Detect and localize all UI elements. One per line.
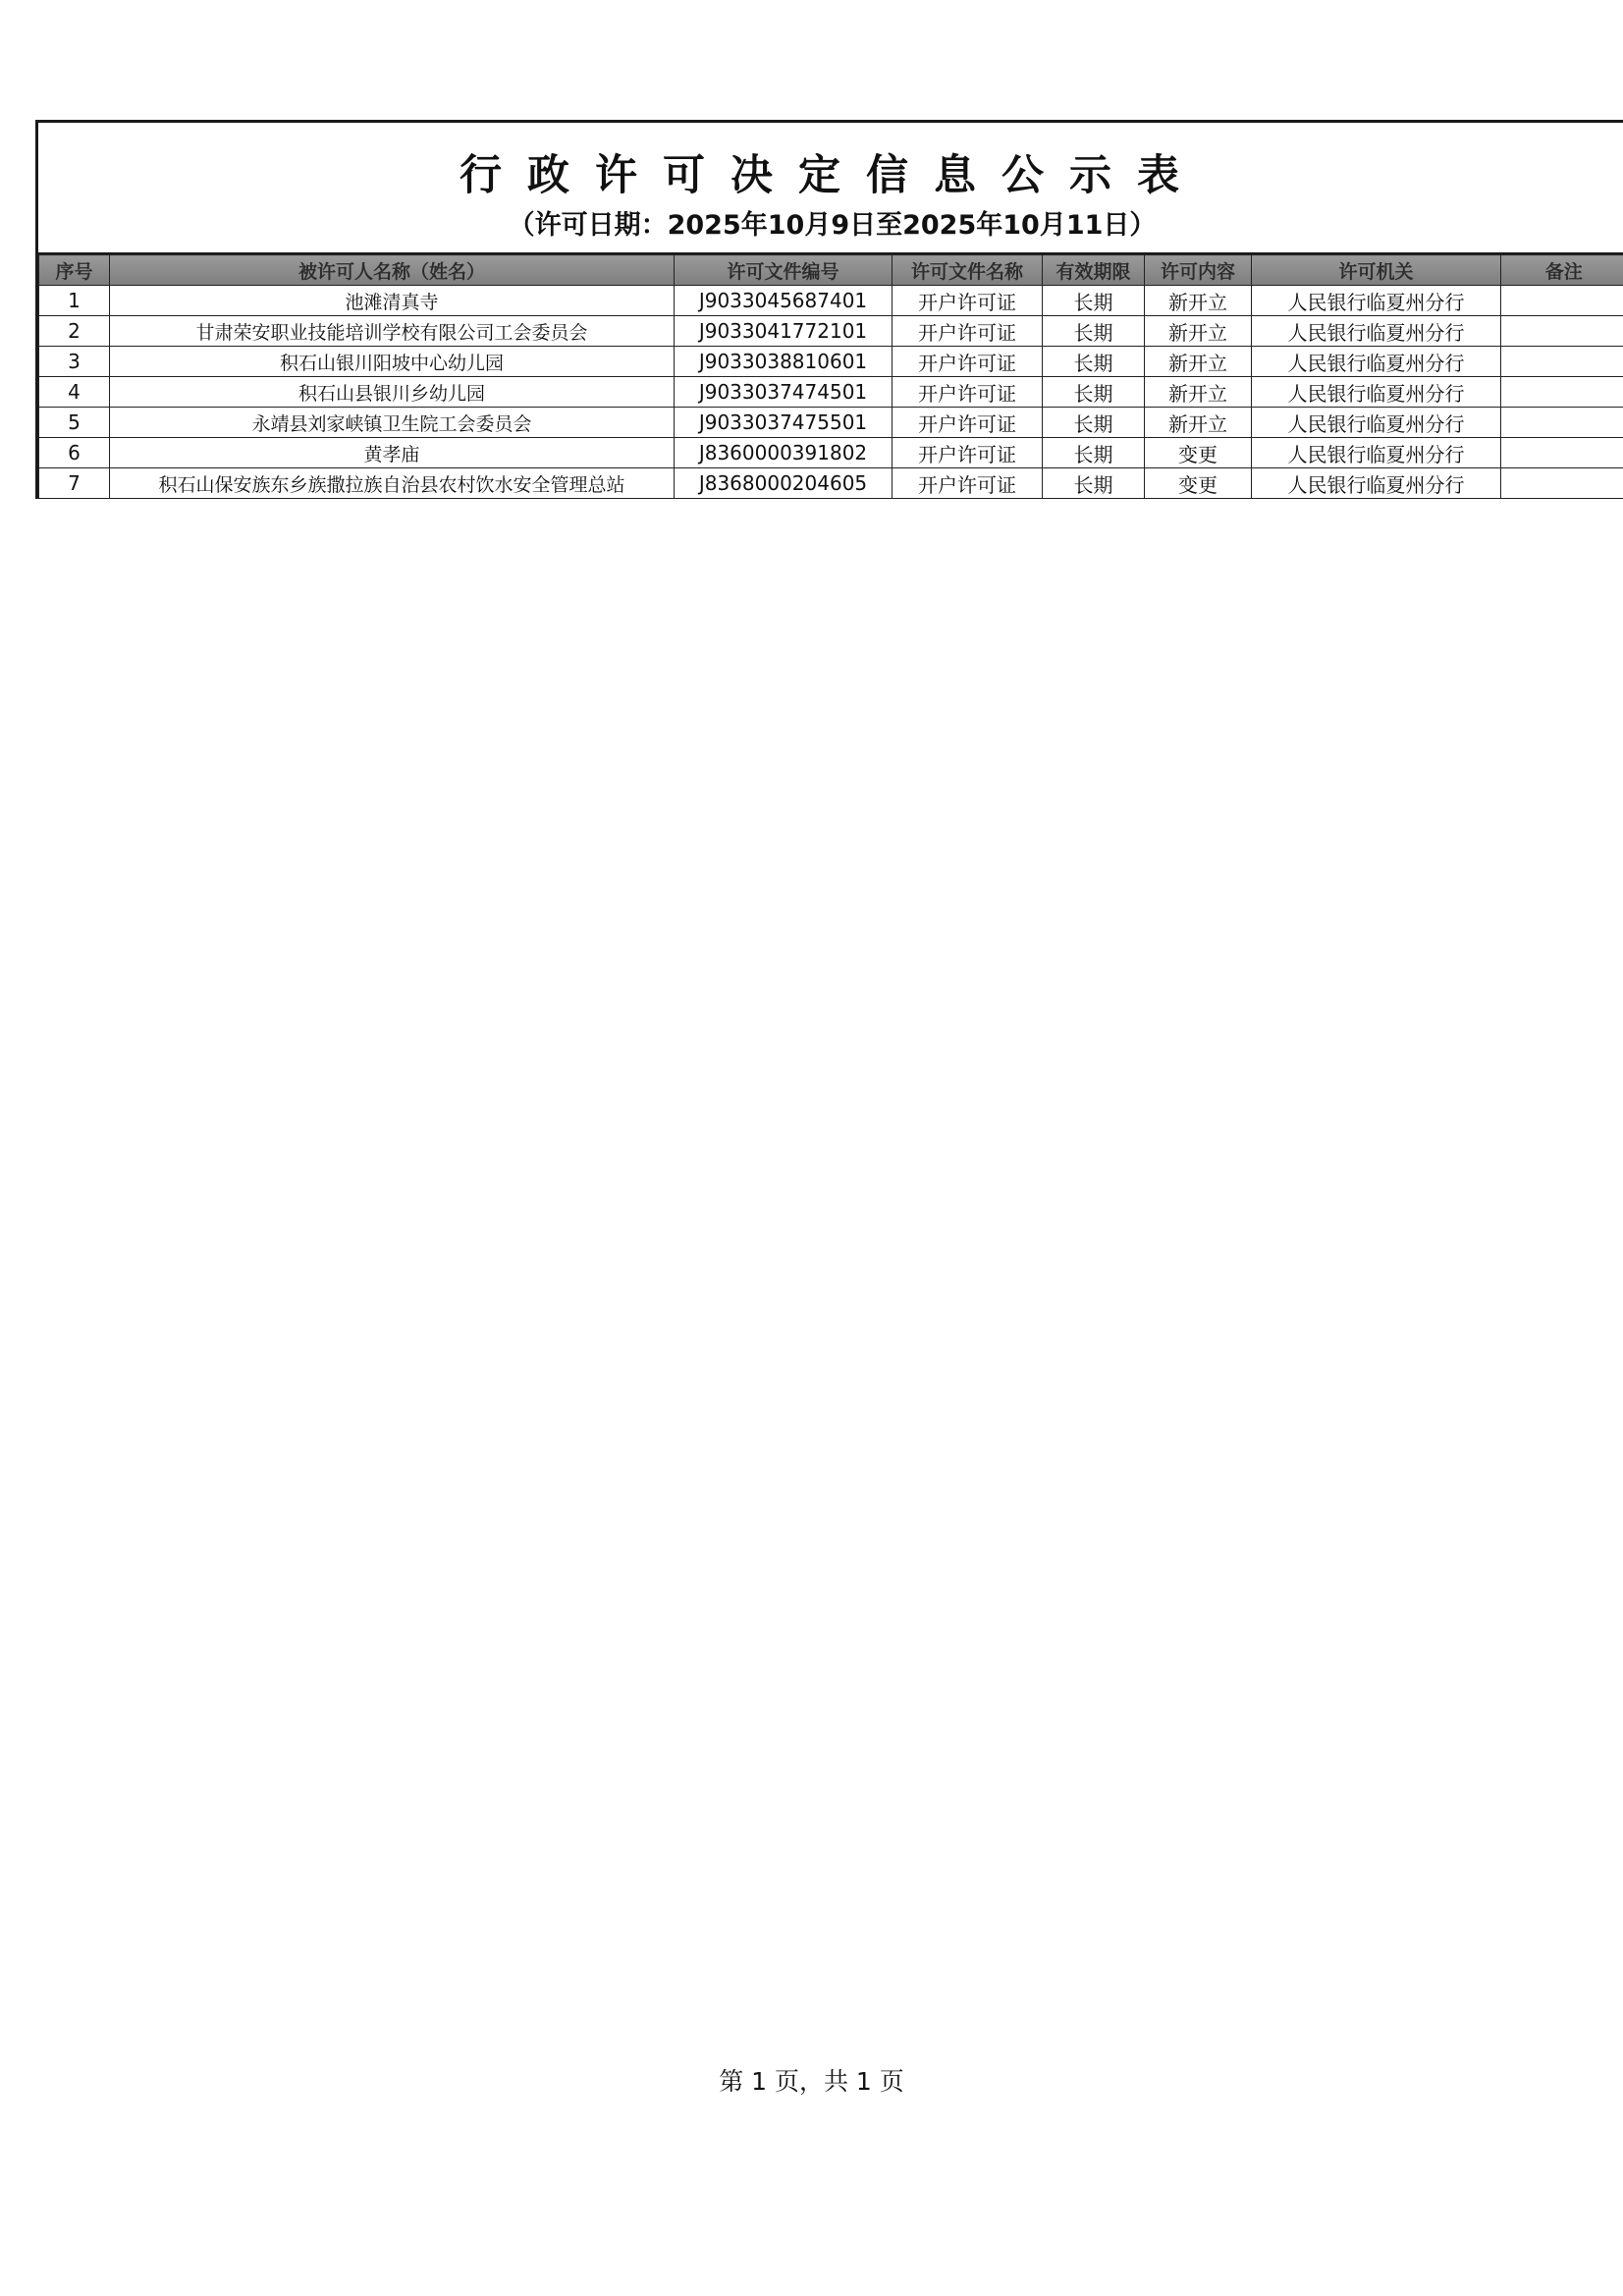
cell-no: 6 [39,438,110,468]
permit-table [38,254,1623,499]
cell-name: 积石山县银川乡幼儿园 [110,377,675,408]
title-block [38,123,1623,254]
cell-authority: 人民银行临夏州分行 [1252,286,1501,316]
cell-authority: 人民银行临夏州分行 [1252,347,1501,377]
cell-code: J9033038810601 [675,347,893,377]
table-row [39,408,1623,438]
header-cell-term: 有效期限 [1043,255,1145,286]
notice-sheet [35,120,1623,499]
header-cell-doc: 许可文件名称 [893,255,1043,286]
cell-content: 新开立 [1145,347,1252,377]
table-row [39,377,1623,408]
cell-doc: 开户许可证 [893,408,1043,438]
page-footer: 第 1 页，共 1 页 [719,2067,904,2096]
cell-name: 黄孝庙 [110,438,675,468]
cell-remark [1501,438,1623,468]
table-row [39,347,1623,377]
cell-content: 变更 [1145,468,1252,499]
cell-name: 池滩清真寺 [110,286,675,316]
table-row [39,438,1623,468]
cell-authority: 人民银行临夏州分行 [1252,438,1501,468]
cell-remark [1501,347,1623,377]
cell-code: J8360000391802 [675,438,893,468]
cell-term: 长期 [1043,438,1145,468]
cell-authority: 人民银行临夏州分行 [1252,316,1501,347]
header-cell-no: 序号 [39,255,110,286]
cell-code: J9033037474501 [675,377,893,408]
cell-name: 甘肃荣安职业技能培训学校有限公司工会委员会 [110,316,675,347]
cell-authority: 人民银行临夏州分行 [1252,408,1501,438]
cell-term: 长期 [1043,286,1145,316]
cell-no: 1 [39,286,110,316]
cell-remark [1501,316,1623,347]
table-row [39,468,1623,499]
cell-code: J9033041772101 [675,316,893,347]
header-cell-remark: 备注 [1501,255,1623,286]
cell-code: J9033045687401 [675,286,893,316]
cell-doc: 开户许可证 [893,316,1043,347]
cell-term: 长期 [1043,377,1145,408]
header-cell-name: 被许可人名称（姓名） [110,255,675,286]
cell-content: 变更 [1145,438,1252,468]
cell-content: 新开立 [1145,377,1252,408]
cell-authority: 人民银行临夏州分行 [1252,468,1501,499]
cell-no: 3 [39,347,110,377]
cell-name: 积石山银川阳坡中心幼儿园 [110,347,675,377]
cell-doc: 开户许可证 [893,468,1043,499]
cell-term: 长期 [1043,316,1145,347]
cell-authority: 人民银行临夏州分行 [1252,377,1501,408]
cell-name: 积石山保安族东乡族撒拉族自治县农村饮水安全管理总站 [110,468,675,499]
cell-remark [1501,408,1623,438]
cell-remark [1501,286,1623,316]
cell-content: 新开立 [1145,316,1252,347]
header-cell-code: 许可文件编号 [675,255,893,286]
cell-remark [1501,377,1623,408]
cell-term: 长期 [1043,408,1145,438]
cell-doc: 开户许可证 [893,377,1043,408]
table-row [39,316,1623,347]
cell-content: 新开立 [1145,408,1252,438]
cell-code: J8368000204605 [675,468,893,499]
cell-doc: 开户许可证 [893,347,1043,377]
cell-no: 2 [39,316,110,347]
cell-no: 7 [39,468,110,499]
page-title: 行政许可决定信息公示表 [460,151,1205,200]
cell-code: J9033037475501 [675,408,893,438]
cell-doc: 开户许可证 [893,438,1043,468]
cell-term: 长期 [1043,347,1145,377]
header-cell-authority: 许可机关 [1252,255,1501,286]
page-subtitle: （许可日期：2025年10月9日至2025年10月11日） [508,210,1157,241]
cell-remark [1501,468,1623,499]
cell-doc: 开户许可证 [893,286,1043,316]
cell-no: 5 [39,408,110,438]
cell-no: 4 [39,377,110,408]
cell-content: 新开立 [1145,286,1252,316]
header-cell-content: 许可内容 [1145,255,1252,286]
table-header-row [39,255,1623,286]
cell-term: 长期 [1043,468,1145,499]
table-row [39,286,1623,316]
cell-name: 永靖县刘家峡镇卫生院工会委员会 [110,408,675,438]
